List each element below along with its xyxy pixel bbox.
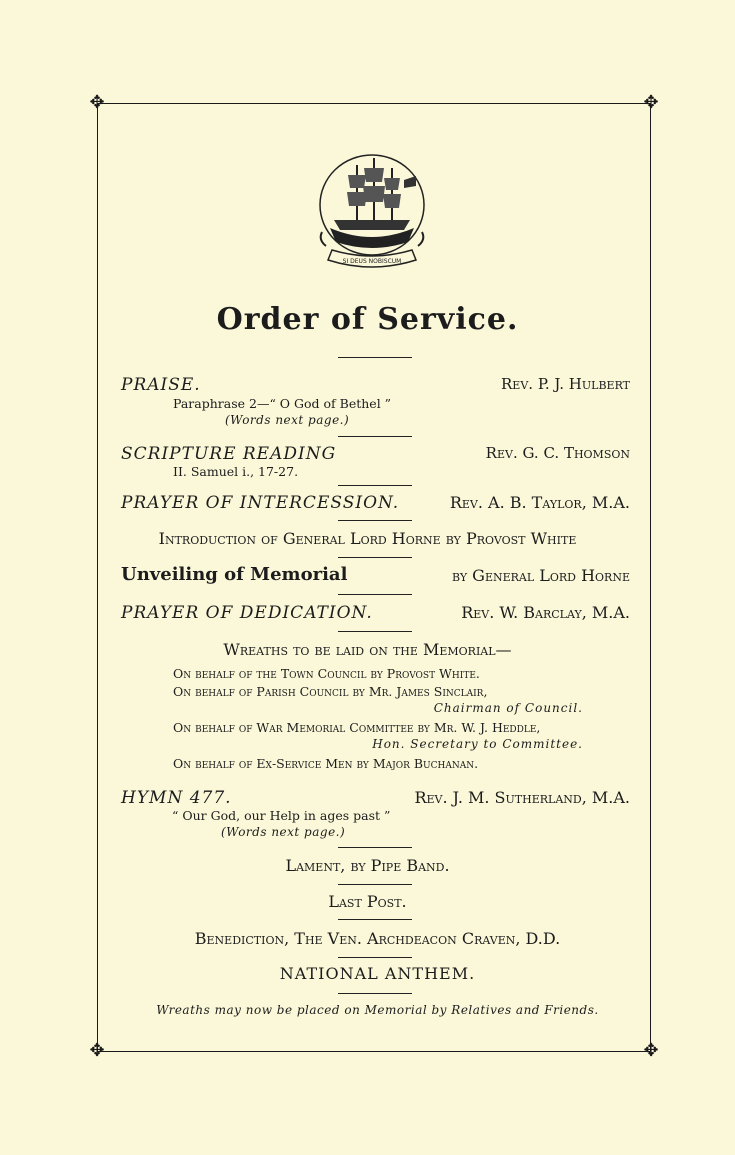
- introduction-text: Introduction of General Lord Horne by Provost White: [158, 529, 577, 548]
- unveiling-by: by General Lord Horne: [451, 566, 630, 585]
- divider-11: [338, 993, 412, 994]
- footer-note: Wreaths may now be placed on Memorial by Relatives and Friends.: [156, 1003, 599, 1017]
- scripture-label: SCRIPTURE READING: [121, 444, 337, 464]
- corner-ornament-bl: ✥: [89, 1040, 105, 1061]
- intercession-label: PRAYER OF INTERCESSION.: [121, 493, 400, 513]
- wreaths-heading: Wreaths to be laid on the Memorial—: [223, 640, 512, 659]
- benediction-text: Benediction, The Ven. Archdeacon Craven, D.D.: [194, 929, 561, 948]
- wreaths-line-3: On behalf of War Memorial Committee by Mr. W. J. Heddle,: [173, 720, 541, 735]
- praise-detail: Paraphrase 2—“ O God of Bethel ”: [173, 396, 392, 411]
- page-title: Order of Service.: [216, 302, 519, 337]
- hymn-note: (Words next page.): [221, 825, 346, 839]
- hymn-label: HYMN 477.: [121, 788, 232, 808]
- intercession-minister: Rev. A. B. Taylor, M.A.: [449, 493, 630, 512]
- wreaths-line-3b: Hon. Secretary to Committee.: [372, 737, 583, 751]
- ship-crest-icon: [312, 150, 432, 278]
- title-rule: [338, 357, 412, 358]
- divider-7: [338, 847, 412, 848]
- praise-minister: Rev. P. J. Hulbert: [501, 375, 630, 393]
- dedication-label: PRAYER OF DEDICATION.: [121, 603, 373, 623]
- praise-note: (Words next page.): [225, 413, 350, 427]
- wreaths-line-4: On behalf of Ex-Service Men by Major Buchanan.: [173, 756, 479, 771]
- border-bottom: [97, 1051, 651, 1052]
- dedication-minister: Rev. W. Barclay, M.A.: [461, 603, 630, 622]
- divider-2: [338, 485, 412, 486]
- border-top: [97, 103, 651, 104]
- corner-ornament-br: ✥: [643, 1040, 659, 1061]
- lastpost-text: Last Post.: [328, 892, 407, 911]
- scripture-minister: Rev. G. C. Thomson: [485, 444, 630, 462]
- praise-label: PRAISE.: [121, 375, 201, 395]
- divider-9: [338, 919, 412, 920]
- divider-8: [338, 884, 412, 885]
- wreaths-line-2: On behalf of Parish Council by Mr. James Sinclair,: [173, 684, 488, 699]
- lament-text: Lament, by Pipe Band.: [285, 856, 450, 875]
- corner-ornament-tr: ✥: [643, 92, 659, 113]
- divider-6: [338, 631, 412, 632]
- crest-motto: SI DEUS NOBISCUM: [342, 258, 402, 265]
- hymn-minister: Rev. J. M. Sutherland, M.A.: [414, 788, 630, 807]
- wreaths-line-1: On behalf of the Town Council by Provost White.: [173, 666, 480, 681]
- wreaths-line-2b: Chairman of Council.: [433, 701, 583, 715]
- divider-10: [338, 957, 412, 958]
- divider-5: [338, 594, 412, 595]
- unveiling-label: Unveiling of Memorial: [121, 564, 348, 585]
- corner-ornament-tl: ✥: [89, 92, 105, 113]
- anthem-text: NATIONAL ANTHEM.: [279, 964, 476, 983]
- scripture-detail: II. Samuel i., 17-27.: [173, 464, 299, 479]
- hymn-detail: “ Our God, our Help in ages past ”: [172, 808, 391, 823]
- divider-1: [338, 436, 412, 437]
- divider-4: [338, 557, 412, 558]
- divider-3: [338, 520, 412, 521]
